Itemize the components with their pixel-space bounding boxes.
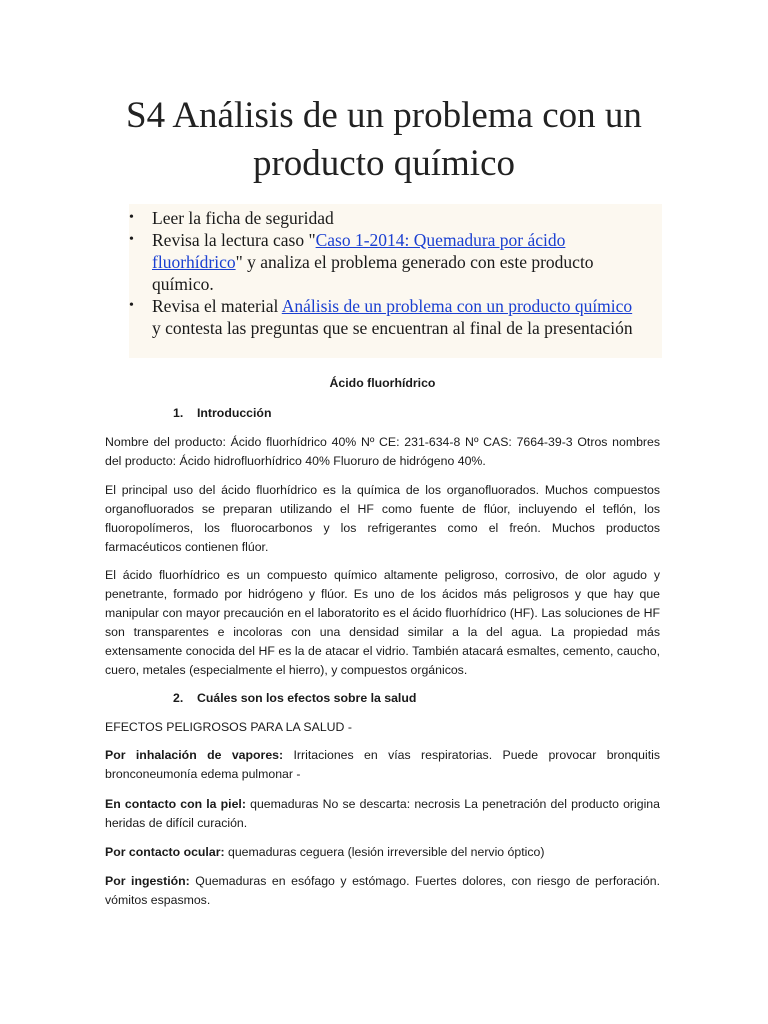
paragraph-properties: El ácido fluorhídrico es un compuesto químico altamente peligroso, corrosivo, de olor agudo y penetrante, formado por hidrógeno y flúor. Es uno de los ácidos más peligrosos y que hay que manipular con mayor precaución en el laboratorito es el ácido fluorhídrico (HF). Las soluciones de HF son transparentes e incoloras con una densidad similar a la del agua. La propiedad más extensamente conocida del HF es la de atacar el vidrio. También atacará esmaltes, cemento, caucho, cuero, metales (especialmente el hierro), y compuestos orgánicos.	[105, 568, 660, 677]
instruction-item-material	[129, 295, 642, 339]
effect-ingestion	[105, 872, 660, 910]
section-number: 1.	[173, 406, 184, 420]
section-title: Cuáles son los efectos sobre la salud	[197, 691, 417, 705]
effect-text: Quemaduras en esófago y estómago. Fuertes dolores, con riesgo de perforación. vómitos espasmos.	[105, 874, 660, 907]
effect-skin	[105, 795, 660, 833]
instructions-box	[129, 204, 662, 358]
instruction-text: Leer la ficha de seguridad	[152, 208, 334, 228]
effect-label: Por ingestión:	[105, 874, 190, 888]
effect-text: Irritaciones en vías respiratorias. Puede provocar bronquitis bronconeumonía edema pulmonar -	[105, 748, 661, 781]
effect-text: quemaduras No se descarta: necrosis La penetración del producto origina heridas de difícil curación.	[105, 797, 660, 830]
instruction-text: y contesta las preguntas que se encuentran al final de la presentación	[152, 318, 633, 338]
instruction-text: " y analiza el problema generado con este producto químico.	[152, 252, 594, 294]
paragraph-product-name: Nombre del producto: Ácido fluorhídrico 40% Nº CE: 231-634-8 Nº CAS: 7664-39-3 Otros nombres del producto: Ácido hidrofluorhídrico 40% Fluoruro de hidrógeno 40%.	[105, 435, 660, 468]
section-heading-health-effects	[173, 689, 663, 708]
effect-inhalation	[105, 746, 660, 784]
effect-text: quemaduras ceguera (lesión irreversible del nervio óptico)	[224, 845, 545, 859]
effect-label: Por inhalación de vapores:	[105, 748, 284, 762]
effect-eye	[105, 843, 660, 862]
effect-label: Por contacto ocular:	[105, 845, 225, 859]
effect-label: En contacto con la piel:	[105, 797, 246, 811]
section-number: 2.	[173, 691, 184, 705]
page-title: S4 Análisis de un problema con un producto químico	[126, 95, 642, 184]
section-title: Introducción	[197, 406, 272, 420]
instruction-text: Revisa la lectura caso "	[152, 230, 316, 250]
instruction-text: Revisa el material	[152, 296, 282, 316]
effects-heading: EFECTOS PELIGROSOS PARA LA SALUD -	[105, 720, 352, 734]
instruction-item-case-reading	[129, 229, 642, 295]
paragraph-uses: El principal uso del ácido fluorhídrico es la química de los organofluorados. Muchos compuestos organofluorados se preparan utilizando el HF como fuente de flúor, incluyendo el teflón, los fluoropolímeros, los fluorocarbonos y los refrigerantes como el freón. Muchos productos farmacéuticos contienen flúor.	[105, 483, 660, 554]
instructions-list	[129, 204, 662, 339]
section-heading-introduction	[173, 404, 663, 423]
case-reading-link[interactable]: Caso 1-2014: Quemadura por ácido fluorhídrico	[152, 230, 566, 272]
document-subtitle: Ácido fluorhídrico	[329, 376, 436, 390]
material-link[interactable]: Análisis de un problema con un producto químico	[281, 296, 633, 316]
instruction-item-read-sheet	[129, 207, 642, 229]
